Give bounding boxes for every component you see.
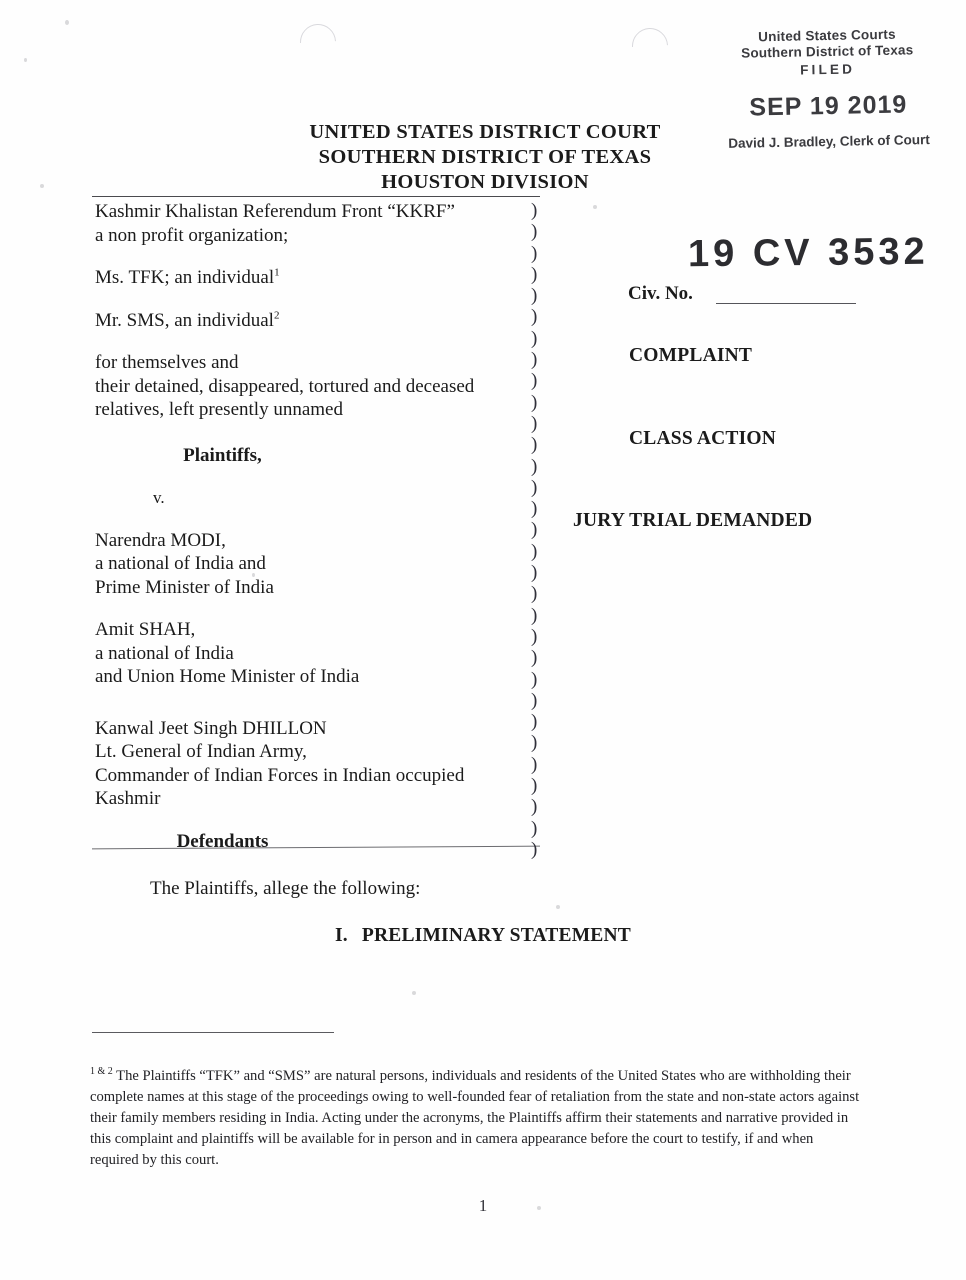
caption-parenthesis: ): [531, 838, 538, 860]
plaintiff-tfk: [95, 266, 525, 290]
caption-parenthesis: ): [531, 689, 538, 711]
caption-parenthesis: ): [531, 391, 538, 413]
plaintiff-relatives-line-1: for themselves and: [95, 352, 239, 373]
page-number: 1: [478, 1196, 488, 1215]
caption-parenthesis: ): [531, 327, 538, 349]
filed-stamp-clerk: David J. Bradley, Clerk of Court: [728, 132, 930, 151]
plaintiff-tfk-name: Ms. TFK; an individual: [95, 267, 275, 288]
caption-parenthesis: ): [531, 583, 538, 605]
filed-stamp-filed-label: FILED: [799, 61, 856, 78]
scan-arc-artifact-left: [293, 17, 344, 68]
caption-parenthesis: ): [531, 349, 538, 371]
caption-parenthesis: ): [531, 498, 538, 520]
defendant-shah-nationality: a national of India: [95, 642, 234, 664]
caption-parenthesis: ): [531, 775, 538, 797]
plaintiff-sms-name: Mr. SMS, an individual: [95, 309, 274, 331]
caption-parenthesis-column: [531, 200, 551, 860]
scan-speck: [24, 58, 27, 62]
defendant-modi-nationality: a national of India and: [95, 553, 266, 574]
scan-speck: [412, 991, 416, 995]
caption-parenthesis: ): [531, 412, 538, 434]
plaintiff-relatives-line-2: their detained, disappeared, tortured and deceased: [95, 375, 475, 397]
footnote-body: The Plaintiffs “TFK” and “SMS” are natural persons, individuals and residents of the United States who are withholding their complete names at this stage of the proceedings owing to well-founded fear of retaliation from the state and non-state actors against their family members residing in India. Acting under the acronyms, the Plaintiffs affirm their statements and narrative provided in this complaint and plaintiffs will be available for in person and in camera appearance before the court to testify, if and when required by this court.: [90, 1068, 860, 1168]
defendant-dhillon-command-line-1: Commander of Indian Forces in Indian occupied: [95, 764, 465, 786]
caption-parenthesis: ): [531, 370, 538, 392]
scan-speck: [593, 205, 597, 209]
plaintiff-organization-name: Kashmir Khalistan Referendum Front “KKRF”: [95, 201, 455, 222]
footnote-combined-marker: 1 & 2: [90, 1066, 113, 1078]
caption-parenthesis: ): [531, 476, 538, 498]
plaintiffs-label: Plaintiffs,: [183, 444, 262, 466]
caption-parenthesis: ): [531, 200, 538, 221]
defendant-modi-name: Narendra MODI,: [95, 529, 226, 551]
footnote-marker-1: 1: [274, 266, 280, 279]
caption-parenthesis: ): [531, 242, 538, 264]
filed-stamp-district-line: Southern District of Texas: [741, 42, 914, 61]
caption-parenthesis: ): [531, 540, 538, 562]
caption-parenthesis: ): [531, 221, 538, 243]
versus-label: v.: [153, 488, 165, 507]
caption-parenthesis: ): [531, 625, 538, 647]
scan-arc-artifact-right: [625, 21, 676, 72]
plaintiff-relatives-line-3: relatives, left presently unnamed: [95, 399, 343, 420]
civil-number-label: Civ. No.: [628, 283, 693, 304]
section-numeral: I.: [334, 925, 348, 946]
filed-stamp: [693, 25, 963, 152]
plaintiff-relatives-block: [95, 351, 525, 422]
caption-parenthesis: ): [531, 455, 538, 477]
court-header-line-2: SOUTHERN DISTRICT OF TEXAS: [318, 146, 652, 168]
caption-parenthesis: ): [531, 519, 538, 541]
stamped-case-number: 19 CV 3532: [687, 230, 929, 276]
caption-parenthesis: ): [531, 796, 538, 818]
caption-parenthesis: ): [531, 604, 538, 626]
caption-parenthesis: ): [531, 562, 538, 584]
defendant-modi: [95, 529, 525, 600]
defendant-shah-name: Amit SHAH,: [95, 619, 196, 640]
defendant-dhillon-name: Kanwal Jeet Singh DHILLON: [95, 717, 327, 739]
court-header-line-3: HOUSTON DIVISION: [381, 171, 589, 193]
footnote-marker-2: 2: [273, 309, 280, 322]
scan-speck: [65, 20, 69, 25]
jury-trial-demanded-label: JURY TRIAL DEMANDED: [573, 510, 813, 531]
caption-parenthesis: ): [531, 668, 538, 690]
plaintiff-sms: [95, 309, 525, 333]
complaint-label: COMPLAINT: [629, 345, 753, 366]
caption-top-rule: [92, 196, 540, 197]
caption-parenthesis: ): [531, 285, 538, 307]
defendant-modi-title: Prime Minister of India: [95, 576, 274, 598]
allegation-intro: The Plaintiffs, allege the following:: [150, 878, 421, 899]
class-action-label: CLASS ACTION: [629, 428, 777, 449]
defendants-label: Defendants: [176, 830, 269, 852]
caption-parenthesis: ): [531, 817, 538, 839]
plaintiff-organization-status: a non profit organization;: [95, 224, 289, 246]
filed-stamp-date: SEP 19 2019: [749, 90, 908, 122]
defendant-dhillon-command-line-2: Kashmir: [95, 788, 161, 809]
court-header-line-1: UNITED STATES DISTRICT COURT: [309, 121, 661, 143]
footnote-separator-rule: [92, 1032, 334, 1033]
section-heading-preliminary-statement: [0, 925, 966, 947]
caption-parenthesis: ): [531, 711, 538, 733]
caption-parenthesis: ): [531, 753, 538, 775]
scan-speck: [556, 905, 560, 909]
caption-parenthesis: ): [531, 732, 538, 754]
caption-parenthesis: ): [531, 647, 538, 669]
caption-parenthesis: ): [531, 434, 538, 456]
court-header: [260, 120, 710, 195]
civil-number-blank-line: [716, 303, 856, 304]
plaintiff-organization: [95, 200, 525, 247]
footnote-text-block: [90, 1066, 862, 1171]
defendant-shah-title: and Union Home Minister of India: [95, 666, 360, 687]
caption-parenthesis: ): [531, 263, 538, 285]
defendant-shah: [95, 618, 525, 689]
caption-parties: [95, 200, 525, 853]
section-title: PRELIMINARY STATEMENT: [361, 925, 631, 946]
defendant-dhillon-rank: Lt. General of Indian Army,: [95, 741, 307, 762]
filed-stamp-court-line: United States Courts: [758, 26, 896, 45]
scan-speck: [40, 184, 44, 188]
caption-parenthesis: ): [531, 306, 538, 328]
defendant-dhillon: [95, 717, 525, 811]
